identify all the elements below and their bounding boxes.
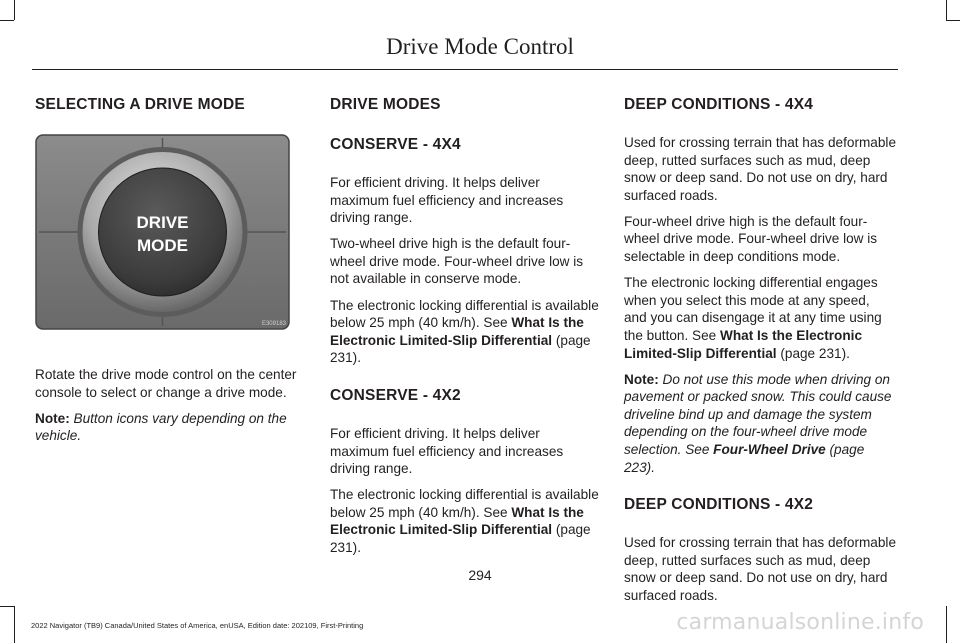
crop-mark-bottom-left-h [0,606,14,607]
text-span: (page 231). [776,345,850,361]
deep-4x4-p3 [624,274,896,362]
link-elsd[interactable]: What Is the Electronic Limited-Slip Differential [330,504,584,538]
subheading-conserve-4x2: CONSERVE - 4X2 [330,386,461,404]
column-1 [35,94,297,453]
column-3 [624,94,896,613]
conserve-4x2-p1: For efficient driving. It helps deliver maximum fuel efficiency and increases driving range. [330,425,564,477]
paragraph-rotate: Rotate the drive mode control on the center console to select or change a drive mode. [35,367,297,400]
text-span: The electronic locking differential is available below 25 mph (40 km/h). See [330,297,599,331]
column-2 [330,94,602,565]
subheading-conserve-4x4: CONSERVE - 4X4 [330,136,461,153]
drive-mode-knob-illustration [35,134,290,330]
heading-drive-modes: DRIVE MODES [330,96,441,113]
note-text: Do not use this mode when driving on pavement or packed snow. This could cause driveline bind up and damage the system depending on the four-wheel drive mode selection. See [624,371,892,457]
deep-4x4-p1: Used for crossing terrain that has deformable deep, rutted surfaces such as mud, deep snow or deep sand. Do not use on dry, hard surfaced roads. [624,135,897,203]
subheading-deep-conditions-4x4: DEEP CONDITIONS - 4X4 [624,96,814,113]
note-text: Button icons vary depending on the vehicle. [35,410,287,444]
note-button-icons [35,410,297,445]
conserve-4x2-p2 [330,486,602,556]
link-elsd[interactable]: What Is the Electronic Limited-Slip Differential [624,327,863,361]
note-label: Note: [624,371,659,387]
link-elsd[interactable]: What Is the Electronic Limited-Slip Differential [330,315,584,348]
text-span: The electronic locking differential is available below 25 mph (40 km/h). See [330,487,599,520]
figure-code: E309183 [261,321,286,327]
crop-mark-top-right-h [946,20,960,21]
text-span: (page 231). [330,332,591,366]
conserve-4x4-p2: Two-wheel drive high is the default four-wheel drive mode. Four-wheel drive low is not available in conserve mode. [330,236,584,287]
drive-mode-knob-figure [35,134,290,330]
page-number: 294 [468,567,492,583]
link-four-wheel-drive[interactable]: Four-Wheel Drive [713,442,826,457]
note-label: Note: [35,410,70,426]
footer-edition-info: 2022 Navigator (TB9) Canada/United States of America, enUSA, Edition date: 202109, First-Printing [31,621,364,630]
crop-mark-top-left-h [0,20,14,21]
heading-selecting-drive-mode: SELECTING A DRIVE MODE [35,96,245,113]
note-text: (page 223). [624,442,865,475]
subheading-deep-conditions-4x2: DEEP CONDITIONS - 4X2 [624,496,814,514]
deep-4x2-p1: Used for crossing terrain that has deformable deep, rutted surfaces such as mud, deep snow or deep sand. Do not use on dry, hard surfaced roads. [624,535,897,603]
crop-mark-bottom-left-v [14,606,15,643]
watermark: carmanualsonline.info [676,610,924,635]
deep-4x4-p2: Four-wheel drive high is the default four-wheel drive mode. Four-wheel drive low is selectable in deep conditions mode. [624,213,878,265]
conserve-4x4-p3 [330,297,602,367]
header-rule [32,69,898,70]
crop-mark-top-right-v [946,0,947,20]
note-deep-conditions [624,371,896,477]
page-header-title: Drive Mode Control [386,34,574,59]
knob-label-line2: MODE [137,236,188,255]
text-span: (page 231). [330,522,591,555]
conserve-4x4-p1: For efficient driving. It helps deliver maximum fuel efficiency and increases driving range. [330,175,564,226]
crop-mark-bottom-right-v [946,606,947,643]
knob-label-line1: DRIVE [136,213,189,232]
crop-mark-top-left-v [14,0,15,20]
text-span: The electronic locking differential engages when you select this mode at any speed, and you can disengage it at any time using the button. See [624,275,882,343]
